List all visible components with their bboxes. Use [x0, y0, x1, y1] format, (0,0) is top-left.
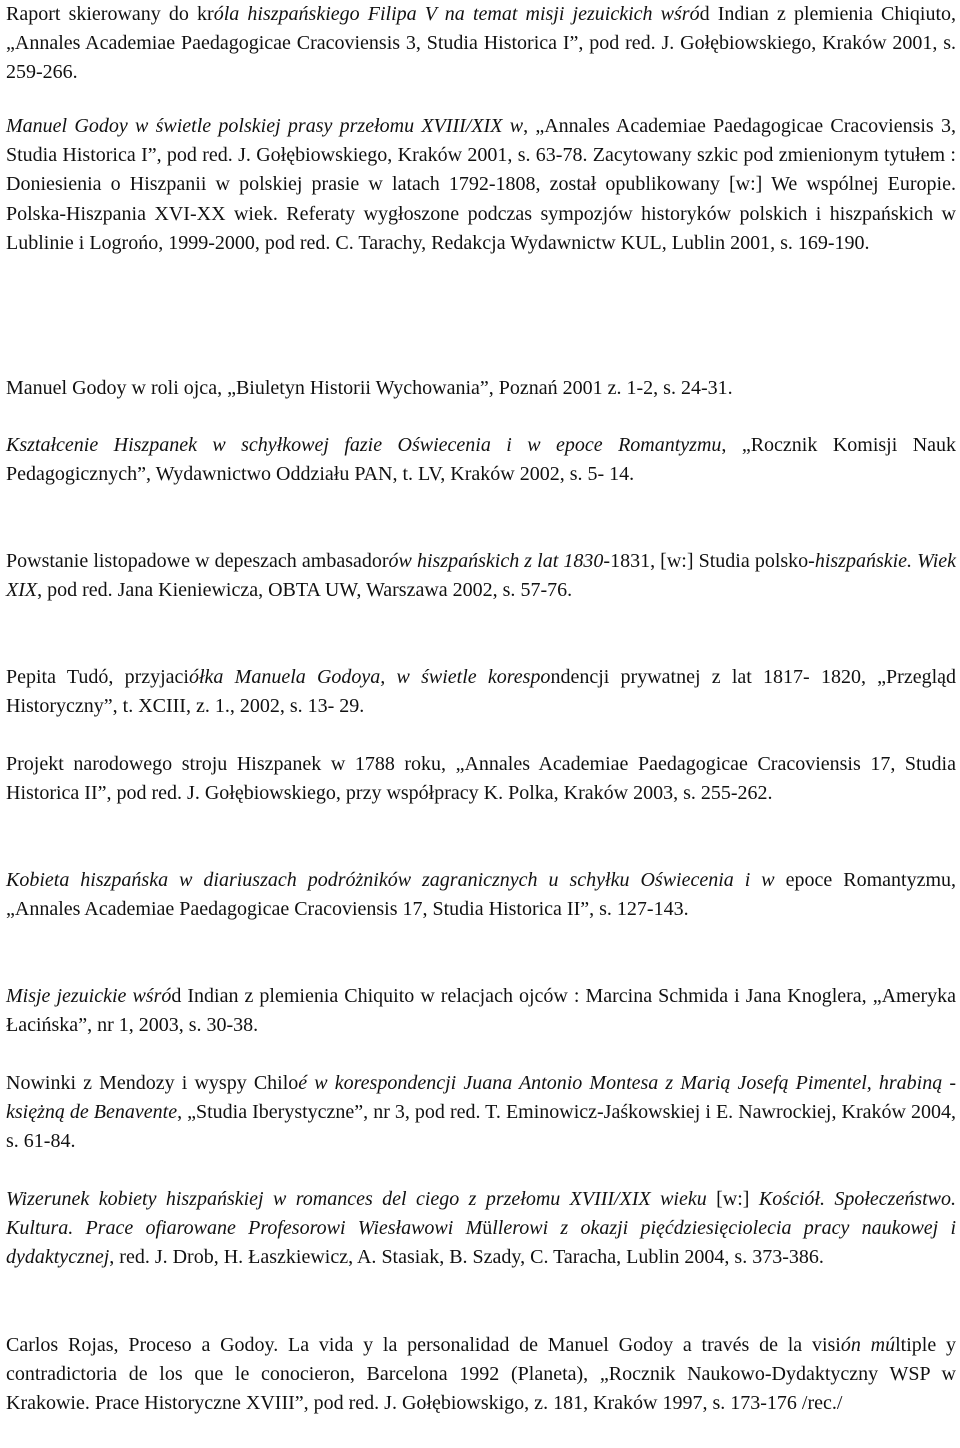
- italic-text: hiszpańskie. Wiek XIX: [6, 550, 957, 602]
- entry-paragraph: [6, 866, 956, 924]
- bibliography-entry: [6, 750, 956, 808]
- bibliography-entry: [6, 866, 956, 924]
- text-segment: Nowinki z Mendozy i wyspy Chilo: [6, 1072, 299, 1094]
- text-segment: 14.: [609, 463, 635, 486]
- entry-paragraph: [6, 112, 956, 258]
- italic-text: óla hiszpańskiego Filipa V na temat misji jezuickich wśró: [213, 3, 700, 25]
- italic-text: ółka Manuela Godoya, w świetle korespo: [189, 666, 551, 688]
- text-segment: , „Annales Academiae: [523, 115, 706, 137]
- text-segment: wiek. Referaty wygłoszone podczas sympozjów historyków polskich i hiszpańskich w: [233, 202, 956, 225]
- text-segment: s. 63-78.: [517, 144, 588, 167]
- italic-text: ón mú: [840, 1334, 896, 1356]
- text-segment: Powstanie listopadowe w depeszach ambasador: [6, 550, 389, 572]
- text-segment: d Indian z plemienia Chiquito w relacjach ojców : Marcina Schmida i: [171, 985, 740, 1007]
- text-segment: Jana Knoglera, „Ameryka Łacińska”, nr 1, 2003, s. 30-38.: [6, 985, 956, 1037]
- italic-text: llerowi z: [492, 1217, 569, 1240]
- entry-paragraph: [6, 0, 956, 88]
- entry-paragraph: [6, 750, 956, 808]
- bibliography-entry: [6, 431, 956, 489]
- text-segment: Zacytowany szkic pod zmienionym tytułem : Doniesienia o Hiszpanii w polskiej prasie w: [6, 144, 956, 196]
- italic-text: ów hiszpańskich z lat 1830: [388, 550, 604, 572]
- text-segment: d Indian z: [699, 3, 786, 25]
- entry-paragraph: [6, 1185, 956, 1273]
- entry-paragraph: [6, 374, 956, 403]
- text-segment: , pod red. Jana Kieniewicza, OBTA UW, Warszawa 2002, s.: [37, 579, 516, 602]
- italic-text: Wizerunek kobiety hiszpańskiej w romances del ciego z przełomu XVIII/XIX wieku: [6, 1188, 707, 1210]
- entry-paragraph: [6, 663, 956, 721]
- italic-text: é w korespondencji Juana Antonio Montesa z Marią Josefą: [298, 1072, 789, 1094]
- text-segment: ltiple y contradictoria de los que le conocieron, Barcelona 1992 (Planeta), „Rocznik: [6, 1334, 956, 1386]
- text-segment: s. 127-143.: [599, 898, 689, 921]
- text-segment: Gołębiowskigo, z. 181, Kraków 1997, s. 173-176 /rec./: [401, 1392, 843, 1415]
- entry-paragraph: [6, 1331, 956, 1419]
- text-segment: pod red. J. Gołębiowskiego, Kraków 2001, s. 259-266.: [6, 32, 957, 84]
- text-segment: , red. J. Drob, H. Łaszkiewicz, A.: [109, 1246, 377, 1269]
- bibliography-entry: [6, 112, 956, 258]
- text-segment: 2001, s. 169-190.: [730, 231, 870, 254]
- text-segment: Pepita Tudó, przyjaci: [6, 666, 189, 688]
- italic-text: Misje jezuickie wśró: [6, 985, 172, 1007]
- bibliography-entry: [6, 547, 956, 605]
- text-segment: Paedagogicae Cracoviensis 3, Studia Historica I”, pod red. J. Gołębiowskiego, Kraków 2001,: [6, 115, 956, 167]
- italic-text: Kształcenie Hiszpanek w schyłkowej fazie Oświecenia i w epoce Romantyzmu: [6, 434, 722, 456]
- entry-paragraph: [6, 982, 956, 1040]
- text-segment: Lublinie i Logrońo, 1999-2000, pod red. C. Tarachy, Redakcja Wydawnictw KUL, Lublin: [6, 231, 726, 254]
- text-segment: Raport skierowany do kr: [6, 3, 214, 25]
- text-segment: Naukowo-Dydaktyczny WSP w Krakowie. Prace Historyczne XVIII”, pod red. J.: [6, 1363, 956, 1415]
- bibliography-entry: [6, 1185, 956, 1273]
- text-segment: ndencji prywatnej z lat 1817-: [550, 666, 810, 688]
- text-segment: -1831, [w:] Studia: [603, 550, 750, 572]
- text-segment: Komisji Nauk Pedagogicznych”, Wydawnictwo Oddziału PAN, t. LV, Kraków 2002, s. 5-: [6, 434, 957, 486]
- text-segment: Stasiak, B. Szady, C. Taracha, Lublin 2004, s. 373-386.: [381, 1246, 824, 1269]
- text-segment: , „Rocznik: [721, 434, 818, 456]
- text-segment: Projekt narodowego stroju Hiszpanek w 1788 roku, „Annales Academiae Paedagogicae: [6, 753, 748, 775]
- text-segment: polsko-: [754, 550, 815, 572]
- entry-paragraph: [6, 431, 956, 489]
- text-segment: 57-76.: [520, 579, 573, 602]
- italic-text: Kobieta hiszpańska w diariuszach podróżników zagranicznych u schyłku Oświecenia i w: [6, 869, 775, 891]
- bibliography-entry: [6, 663, 956, 721]
- text-segment: plemienia Chiqiuto, „Annales Academiae Paedagogicae Cracoviensis 3, Studia Historica I”,: [6, 3, 957, 55]
- text-segment: [w:]: [706, 1188, 750, 1210]
- bibliography-entry: [6, 0, 956, 88]
- text-segment: ü: [482, 1217, 493, 1240]
- text-segment: Eminowicz-Jaśkowskiej i E. Nawrockiej, Kraków 2004, s. 61-84.: [6, 1101, 956, 1153]
- text-segment: Carlos Rojas, Proceso a Godoy. La vida y la personalidad de Manuel Godoy a través de la: [6, 1334, 803, 1356]
- bibliography-entry: [6, 374, 956, 403]
- bibliography-entry: [6, 1069, 956, 1157]
- text-segment: Manuel Godoy w roli ojca, „Biuletyn Historii Wychowania”, Poznań 2001 z. 1-2, s. 24-31.: [6, 377, 733, 399]
- italic-text: Kościół. Społeczeństwo. Kultura. Prace ofiarowane Profesorowi Wiesławowi M: [6, 1188, 957, 1240]
- bibliography-entry: [6, 1331, 956, 1419]
- italic-text: okazji pięćdziesięciolecia pracy naukowej i dydaktycznej: [6, 1217, 957, 1269]
- text-segment: visi: [811, 1334, 841, 1356]
- entry-paragraph: [6, 1069, 956, 1157]
- text-segment: , „Studia Iberystyczne”, nr 3, pod red. T.: [177, 1101, 501, 1124]
- entry-paragraph: [6, 547, 956, 605]
- text-segment: epoce Romantyzmu, „Annales Academiae Paedagogicae Cracoviensis 17, Studia Historica II”,: [6, 869, 956, 921]
- italic-text: Pimentel, hrabiną - księżną de Benavente: [6, 1072, 957, 1124]
- text-segment: latach 1792-1808, został opublikowany [w:] We wspólnej Europie. Polska-Hiszpania XVI-XX: [6, 173, 956, 225]
- bibliography-entry: [6, 982, 956, 1040]
- text-segment: 1820, „Przegląd Historyczny”, t. XCIII, z. 1., 2002, s. 13- 29.: [6, 666, 957, 718]
- italic-text: Manuel Godoy w świetle polskiej prasy przełomu XVIII/XIX w: [6, 115, 524, 137]
- text-segment: Cracoviensis 17, Studia Historica II”, pod red. J. Gołębiowskiego, przy współpracy K. Polka,: [6, 753, 956, 805]
- text-segment: Kraków 2003, s. 255-262.: [563, 782, 773, 805]
